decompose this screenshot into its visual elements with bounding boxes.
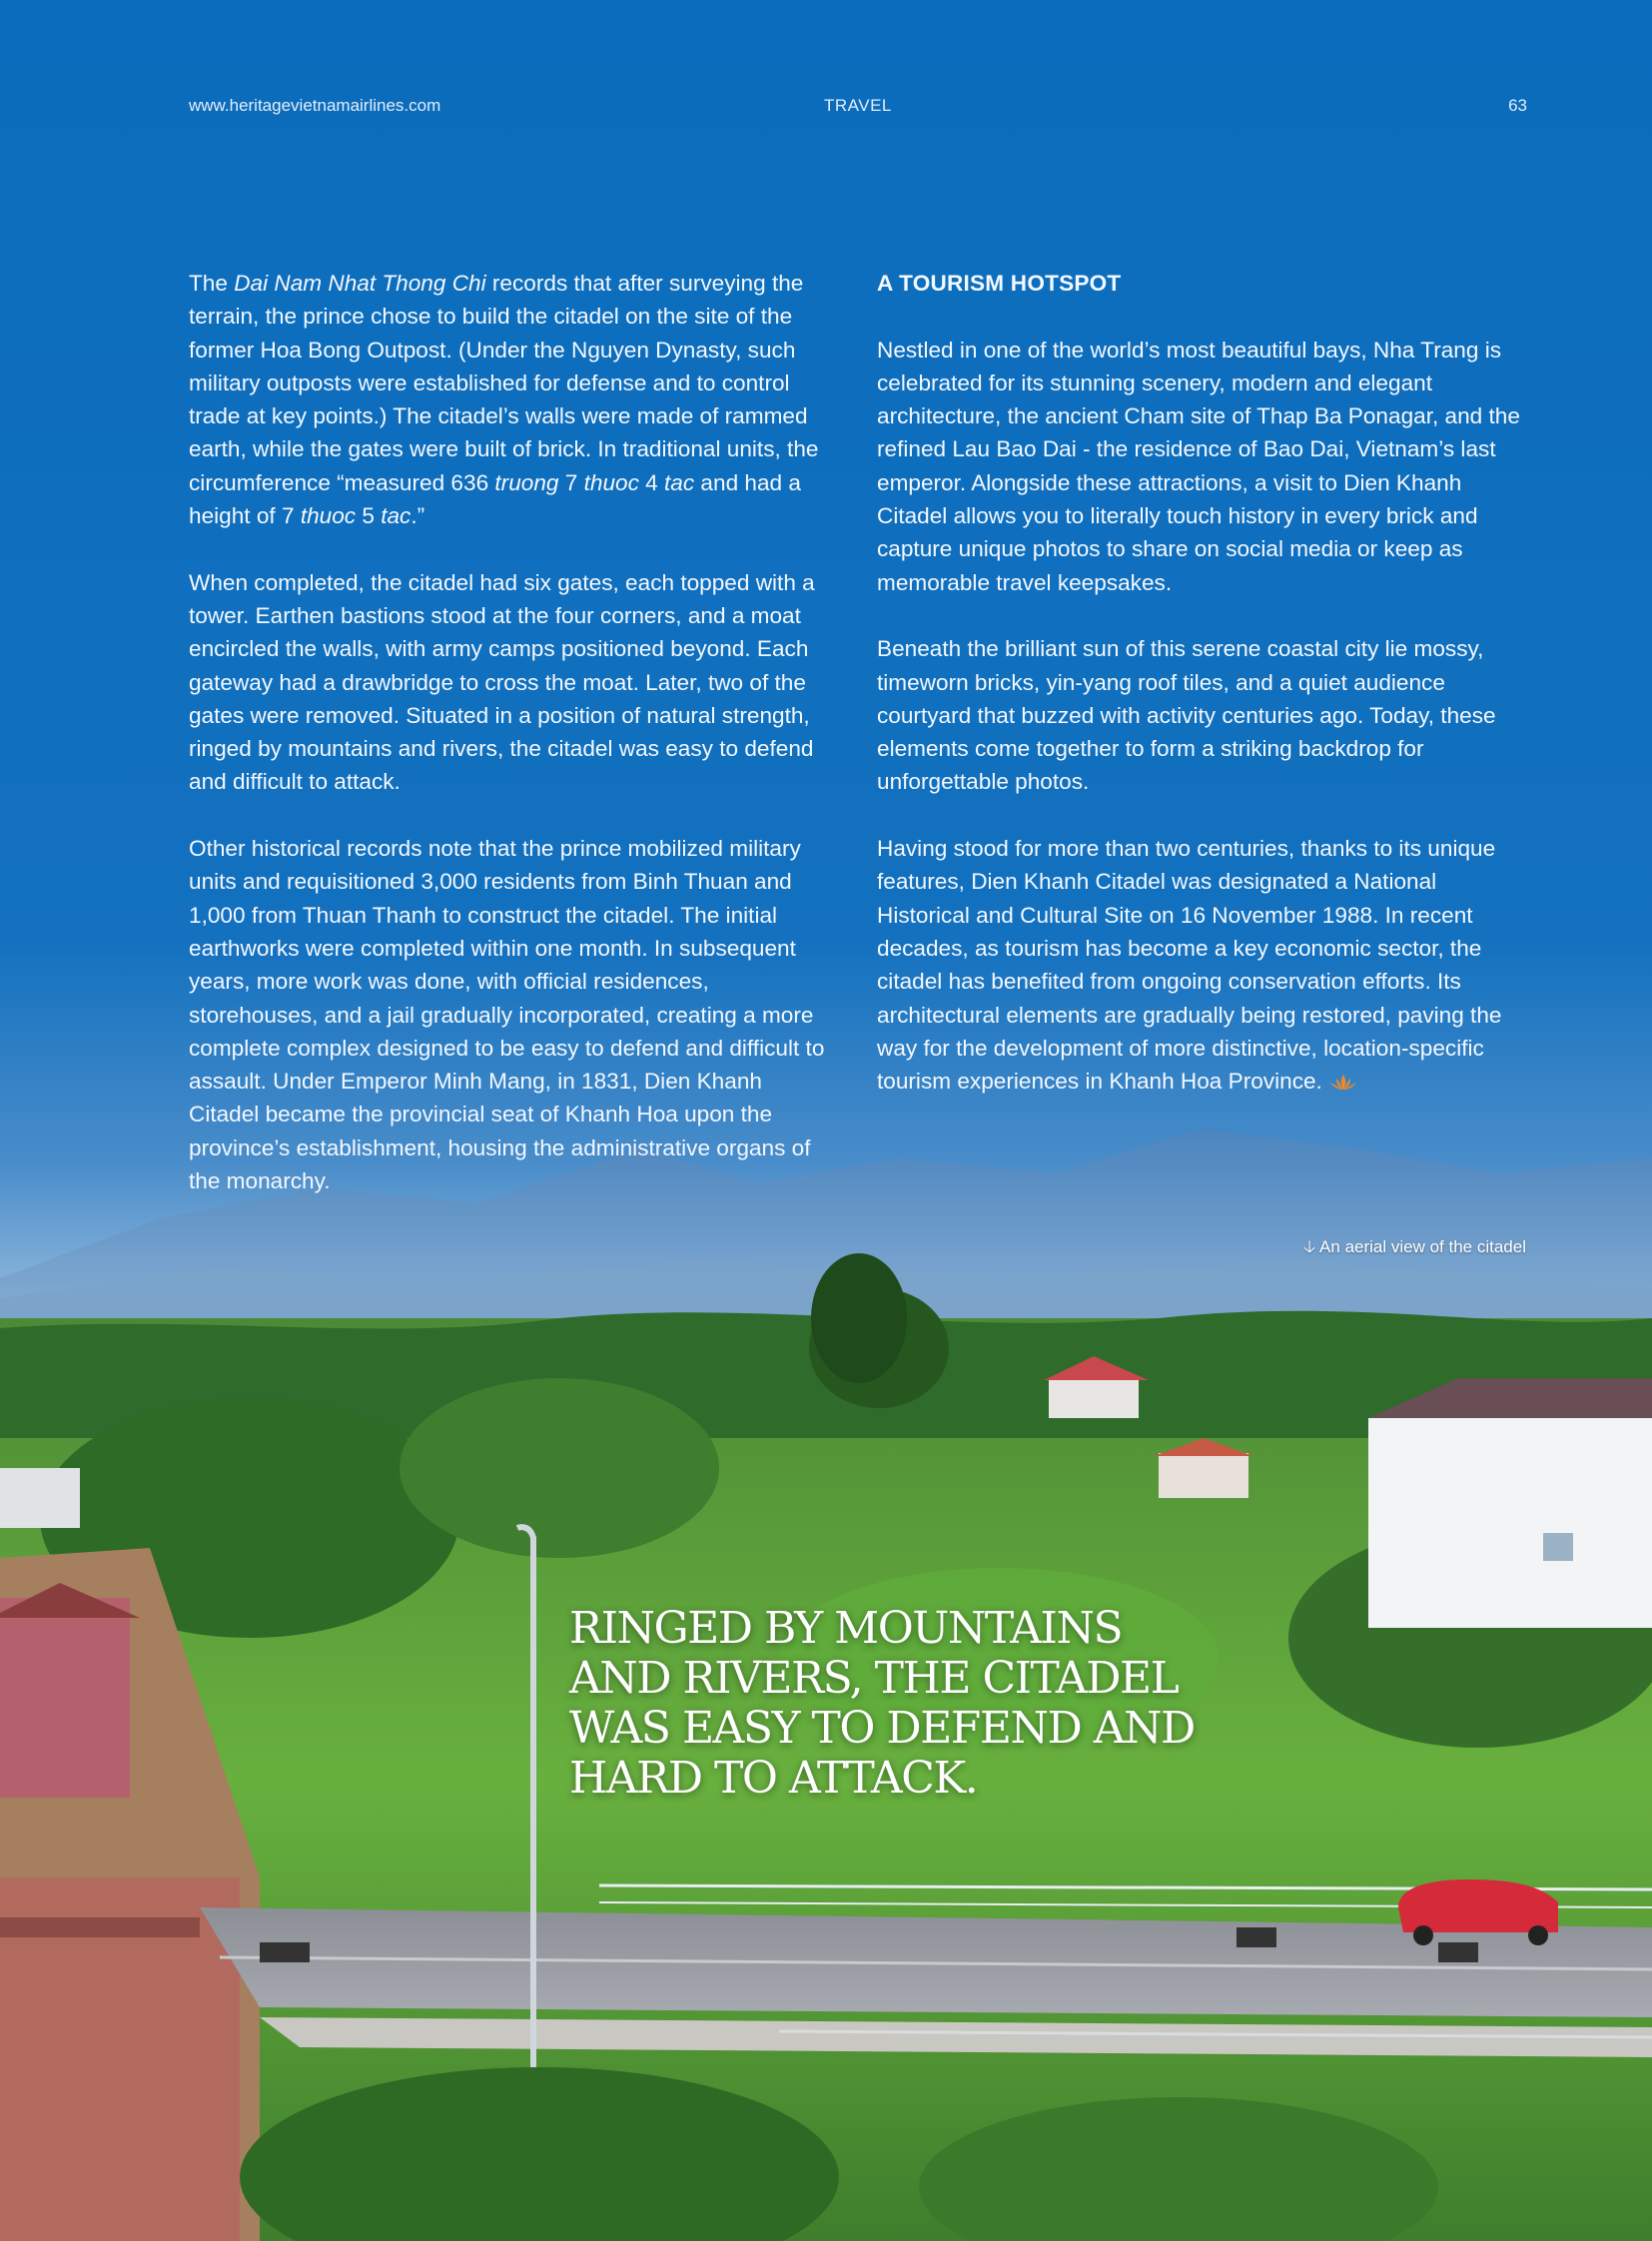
paragraph-4: Nestled in one of the world’s most beautiful bays, Nha Trang is celebrated for its stunning scenery, modern and elegant architecture, the ancient Cham site of Thap Ba Ponagar, and the refined Lau Bao Dai - the residence of Bao Dai, Vietnam’s last emperor. Alongside these attractions, a visit to Dien Khanh Citadel allows you to literally touch history in every brick and capture unique photos to share on social media or keep as memorable travel keepsakes.	[877, 337, 1520, 595]
paragraph-2: When completed, the citadel had six gates, each topped with a tower. Earthen bastions stood at the four corners, and a moat encircled the walls, with army camps positioned beyond. Each gateway had a drawbridge to cross the moat. Later, two of the gates were removed. Situated in a position of natural strength, ringed by mountains and rivers, the citadel was easy to defend and difficult to attack.	[189, 569, 815, 795]
paragraph-1: The Dai Nam Nhat Thong Chi records that after surveying the terrain, the prince chose to build the citadel on the site of the former Hoa Bong Outpost. (Under the Nguyen Dynasty, such military outposts were established for defense and to control trade at key points.) The citadel’s walls were made of rammed earth, while the gates were built of brick. In traditional units, the circumference “measured 636 truong 7 thuoc 4 tac and had a height of 7 thuoc 5 tac.”	[189, 271, 819, 529]
pull-quote: RINGED BY MOUNTAINS AND RIVERS, THE CITADEL WAS EASY TO DEFEND AND HARD TO ATTACK.	[569, 1603, 1195, 1804]
paragraph-5: Beneath the brilliant sun of this serene coastal city lie mossy, timeworn bricks, yin-yang roof tiles, and a quiet audience courtyard that buzzed with activity centuries ago. Today, these elements come together to form a striking backdrop for unforgettable photos.	[877, 636, 1496, 795]
section-heading: A TOURISM HOTSPOT	[877, 271, 1122, 296]
website-url: www.heritagevietnamairlines.com	[189, 96, 441, 115]
paragraph-3: Other historical records note that the prince mobilized military units and requisitioned 3,000 residents from Binh Thuan and 1,000 from Thuan Thanh to construct the citadel. The initial earthworks were completed within one month. In subsequent years, more work was done, with official residences, storehouses, and a jail gradually incorporated, creating a more complete complex designed to be easy to defend and difficult to assault. Under Emperor Minh Mang, in 1831, Dien Khanh Citadel became the provincial seat of Khanh Hoa upon the province’s establishment, housing the administrative organs of the monarchy.	[189, 836, 825, 1194]
photo-caption	[1303, 1234, 1526, 1263]
left-column	[189, 267, 838, 1231]
paragraph-6: Having stood for more than two centuries, thanks to its unique features, Dien Khanh Citadel was designated a National Historical and Cultural Site on 16 November 1988. In recent decades, as tourism has become a key economic sector, the citadel has benefited from ongoing conservation efforts. Its architectural elements are gradually being restored, paving the way for the development of more distinctive, location-specific tourism experiences in Khanh Hoa Province.	[877, 832, 1526, 1102]
right-column	[877, 267, 1526, 1135]
arrow-down-icon: 🡣	[1303, 1237, 1316, 1256]
page-header	[189, 96, 1527, 122]
section-label: TRAVEL	[824, 96, 892, 115]
lotus-icon	[1328, 1069, 1358, 1102]
caption-text: An aerial view of the citadel	[1319, 1237, 1526, 1256]
page-number: 63	[1508, 96, 1527, 115]
